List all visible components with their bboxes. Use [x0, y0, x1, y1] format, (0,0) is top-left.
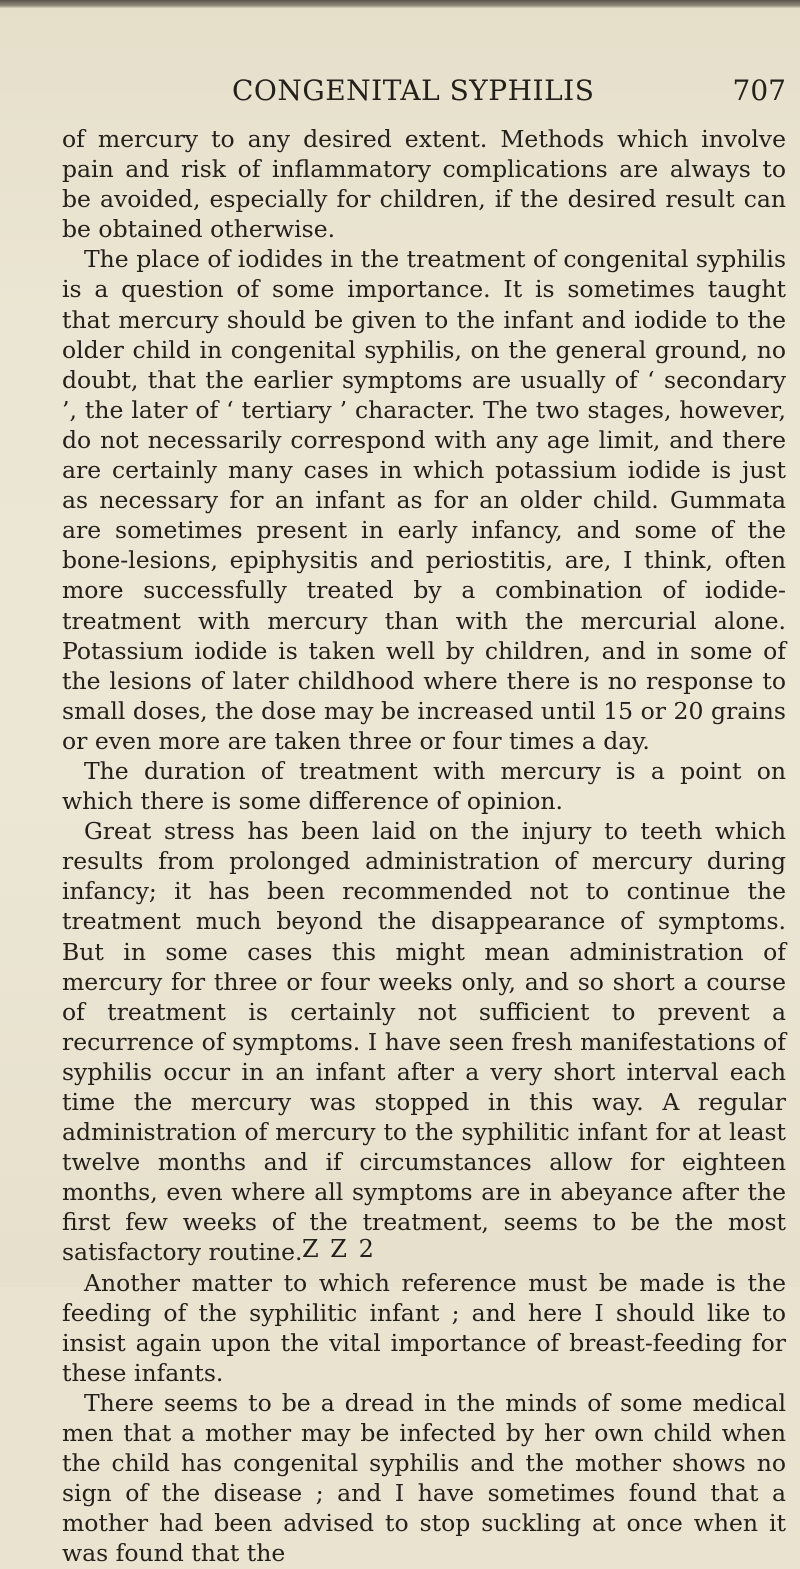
page-top-edge — [0, 0, 800, 8]
signature-mark: Z Z 2 — [302, 1235, 376, 1263]
paragraph-feeding: Another matter to which reference must be made is the feeding of the syphilitic infant ; and here I should like to insist again upon the vital importance of breast-feeding for these infants. — [62, 1268, 786, 1387]
paragraph-iodides: The place of iodides in the treatment of congenital syphilis is a question of some importance. It is sometimes taught that mercury should be given to the infant and iodide to the older child in congenital syphilis, on the general ground, no doubt, that the earlier symptoms are usually of ‘ secondary ’, the later of ‘ tertiary ’ character. The two stages, however, do not necessarily correspond with any age limit, and there are certainly many cases in which potassium iodide is just as necessary for an infant as for an older child. Gummata are sometimes present in early infancy, and some of the bone-lesions, epiphysitis and periostitis, are, I think, often more successfully treated by a combination of iodide-treatment with mercury than with the mercurial alone. Potassium iodide is taken well by children, and in some of the lesions of later childhood where there is no response to small doses, the dose may be increased until 15 or 20 grains or even more are taken three or four times a day. — [62, 245, 786, 755]
paragraph-treatment-duration: The duration of treatment with mercury is a point on which there is some difference of opinion. — [62, 756, 786, 816]
paragraph-continuation: of mercury to any desired extent. Methods which involve pain and risk of inflammatory complications are always to be avoided, especially for children, if the desired result can be obtained otherwise. — [62, 125, 786, 244]
body-text — [62, 124, 786, 1569]
paragraph-mother-infection: There seems to be a dread in the minds of some medical men that a mother may be infected by her own child when the child has congenital syphilis and the mother shows no sign of the disease ; and I have sometimes found that a mother had been advised to stop suckling at once when it was found that the — [62, 1388, 786, 1568]
page-number: 707 — [732, 74, 786, 107]
running-head — [62, 74, 786, 114]
paragraph-teeth-injury: Great stress has been laid on the injury to teeth which results from prolonged administration of mercury during infancy; it has been recommended not to continue the treatment much beyond the disappearance of symptoms. But in some cases this might mean administration of mercury for three or four weeks only, and so short a course of treatment is certainly not sufficient to prevent a recurrence of symptoms. I have seen fresh manifestations of syphilis occur in an infant after a very short interval each time the mercury was stopped in this way. A regular administration of mercury to the syphilitic infant for at least twelve months and if circumstances allow for eighteen months, even where all symptoms are in abeyance after the first few weeks of the treatment, seems to be the most satisfactory routine. — [62, 817, 786, 1267]
running-title: CONGENITAL SYPHILIS — [232, 74, 595, 107]
